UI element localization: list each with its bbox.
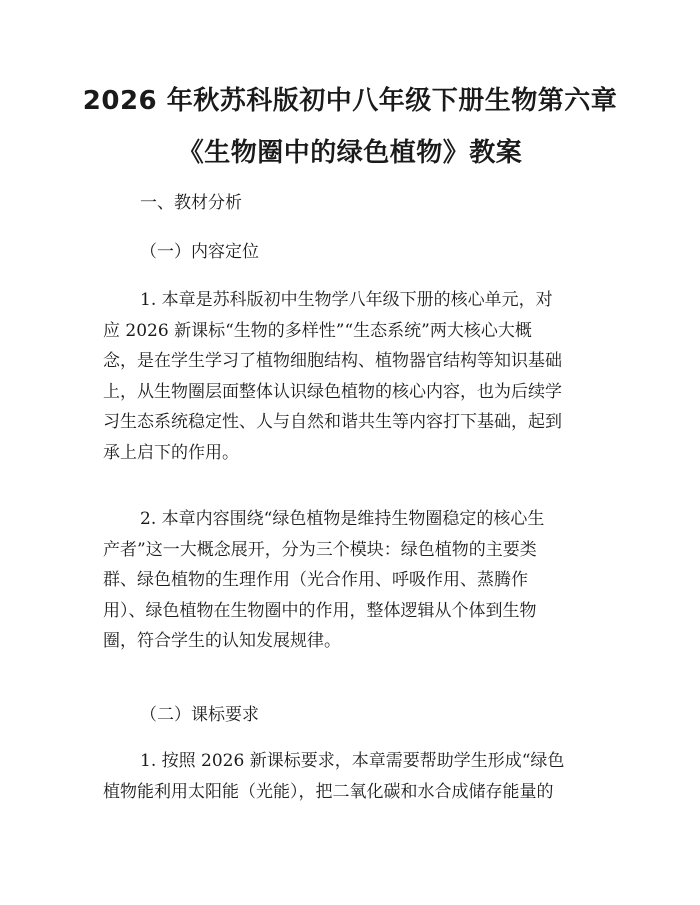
paragraph-line: 2. 本章内容围绕“绿色植物是维持生物圈稳定的核心生 [140,509,545,529]
paragraph-line: 1. 本章是苏科版初中生物学八年级下册的核心单元，对 [140,290,553,310]
paragraph-content-positioning-1 [103,285,599,468]
paragraph-line: 植物能利用太阳能（光能），把二氧化碳和水合成储存能量的 [103,781,554,802]
paragraph-line: 用）、绿色植物在生物圈中的作用，整体逻辑从个体到生物 [103,600,537,621]
paragraph-line: 圈，符合学生的认知发展规律。 [103,631,341,651]
subsection-heading-content-positioning: （一）内容定位 [140,242,259,262]
paragraph-line: 习生态系统稳定性、人与自然和谐共生等内容打下基础，起到 [103,412,562,432]
document-title-line2: 《生物圈中的绿色植物》教案 [177,138,523,168]
document-title-line1: 2026 年秋苏科版初中八年级下册生物第六章 [82,86,618,116]
paragraph-line: 念，是在学生学习了植物细胞结构、植物器官结构等知识基础 [103,351,562,371]
paragraph-line: 上，从生物圈层面整体认识绿色植物的核心内容，也为后续学 [103,381,562,402]
paragraph-line: 产者”这一大概念展开，分为三个模块：绿色植物的主要类 [103,539,537,560]
paragraph-line: 应 2026 新课标“生物的多样性”“生态系统”两大核心大概 [103,320,532,341]
section-heading-teaching-material-analysis: 一、教材分析 [140,193,242,213]
paragraph-content-positioning-2 [103,504,599,657]
paragraph-line: 1. 按照 2026 新课标要求，本章需要帮助学生形成“绿色 [140,751,565,771]
paragraph-line: 群、绿色植物的生理作用（光合作用、呼吸作用、蒸腾作 [103,570,528,590]
paragraph-curriculum-requirements-1 [103,746,599,807]
paragraph-line: 承上启下的作用。 [103,442,239,463]
subsection-heading-curriculum-requirements: （二）课标要求 [140,705,259,725]
